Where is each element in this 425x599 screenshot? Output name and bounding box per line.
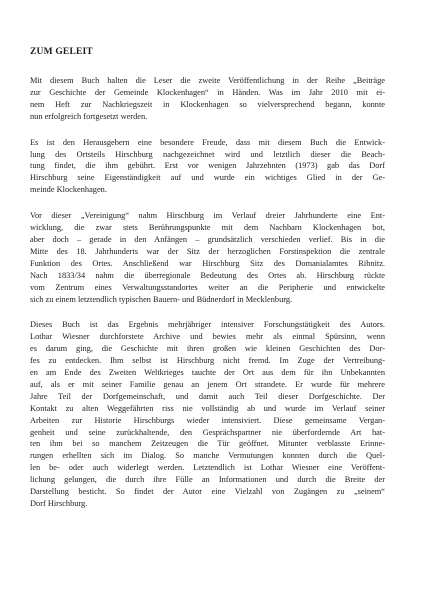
text-line: ten ihm bei so manchem Zeitzeugen die Tür geöffnet. Mitunter verblasste Erinne- — [30, 439, 385, 449]
text-line: lung des Ortsteils Hirschburg nachgezeichnet wird und letztlich dieser die Beach- — [30, 149, 385, 159]
text-line: sich zu einem letztendlich typischen Bauern- und Büdnerdorf in Mecklenburg. — [30, 294, 293, 304]
text-line: nem Heft zur Nachkriegszeit in Klockenhagen so vielversprechend begann, konnte — [30, 99, 385, 109]
text-line: Mitte des 18. Jahrhunderts war der Sitz der herzoglichen Forstinspektion die zentrale — [30, 246, 385, 256]
document-body — [30, 75, 385, 510]
text-line: auf, als er mit seiner Familie genau an jenem Ort strandete. Er wurde für mehrere — [30, 379, 385, 389]
text-line: Dorf Hirschburg. — [30, 499, 88, 508]
text-line: nun erfolgreich fortgesetzt werden. — [30, 111, 148, 121]
paragraph — [30, 210, 385, 305]
paragraph — [30, 319, 385, 510]
text-line: genheit und seine zurückhaltende, den Gesprächspartner nie überfordernde Art hat- — [30, 427, 385, 437]
text-line: fes zu entdecken. Ihm selbst ist Hirschburg nicht fremd. Im Zuge der Vertreibung- — [30, 356, 385, 366]
text-line: wicklung, die zwar stets Berührungspunkte mit dem Nachbarn Klockenhagen bot, — [30, 223, 385, 233]
text-line: Nach 1833/34 nahm die überregionale Bedeutung des Ortes ab. Hirschburg rückte — [30, 270, 385, 280]
text-line: meinde Klockenhagen. — [30, 185, 107, 195]
text-line: tung findet, die ihm gebührt. Erst vor wenigen Jahrzehnten (1973) gab das Dorf — [30, 161, 385, 171]
text-line: Hirschburg seine Eigenständigkeit auf und wurde ein wichtiges Glied in der Ge- — [30, 173, 385, 183]
text-line: zur Geschichte der Gemeinde Klockenhagen“ in Händen. Was im Jahr 2010 mit ei- — [30, 87, 385, 97]
text-line: rungen erhellten sich im Dialog. So manche Vermutungen konnten durch die Quel- — [30, 451, 385, 461]
text-line: Vor dieser „Vereinigung“ nahm Hirschburg im Verlauf dreier Jahrhunderte eine Ent- — [30, 211, 385, 221]
text-line: Dieses Buch ist das Ergebnis mehrjähriger intensiver Forschungstätigkeit des Autors. — [30, 320, 385, 330]
text-line: Lothar Wiesner durchforstete Archive und bewies mehr als einmal Spürsinn, wenn — [30, 332, 385, 342]
text-line: en am Ende des Zweiten Weltkrieges tauchte der Ort aus dem für ihn Unbekannten — [30, 368, 385, 378]
text-line: Es ist den Herausgebern eine besondere Freude, dass mit diesem Buch die Entwick- — [30, 137, 385, 147]
paragraph — [30, 137, 385, 197]
text-line: Jahre Teil der Dorfgemeinschaft, und damit auch Teil dieser Dorfgeschichte. Der — [30, 391, 385, 401]
paragraph — [30, 75, 385, 123]
document-heading: ZUM GELEIT — [30, 47, 93, 57]
text-line: es darum ging, die Geschichte mit ihren großen wie kleinen Geschichten des Dor- — [30, 344, 385, 354]
text-line: Kontakt zu alten Weggefährten riss nie vollständig ab und wurde im Verlauf seiner — [30, 403, 385, 413]
text-line: Mit diesem Buch halten die Leser die zweite Veröffentlichung in der Reihe „Beiträge — [30, 76, 385, 85]
text-line: lichung gelungen, die durch ihre Fülle an Informationen und durch die Breite der — [30, 475, 385, 485]
text-line: Arbeiten zur Historie Hirschburgs wieder intensiviert. Diese gemeinsame Vergan- — [30, 415, 385, 425]
text-line: len be- oder auch widerlegt werden. Letztendlich ist Lothar Wiesner eine Veröffent- — [30, 463, 385, 473]
text-line: vom Zentrum eines Verwaltungsstandortes weiter an die Peripherie und entwickelte — [30, 282, 385, 292]
text-line: Darstellung besticht. So findet der Autor eine Vielzahl von Zugängen zu „seinem“ — [30, 487, 385, 497]
text-line: Funktion des Ortes. Anschließend war Hirschburg Sitz des Domanialamtes Ribnitz. — [30, 258, 385, 268]
text-line: aber doch – gerade in den Anfängen – grundsätzlich verschieden verlief. Bis in die — [30, 234, 385, 244]
